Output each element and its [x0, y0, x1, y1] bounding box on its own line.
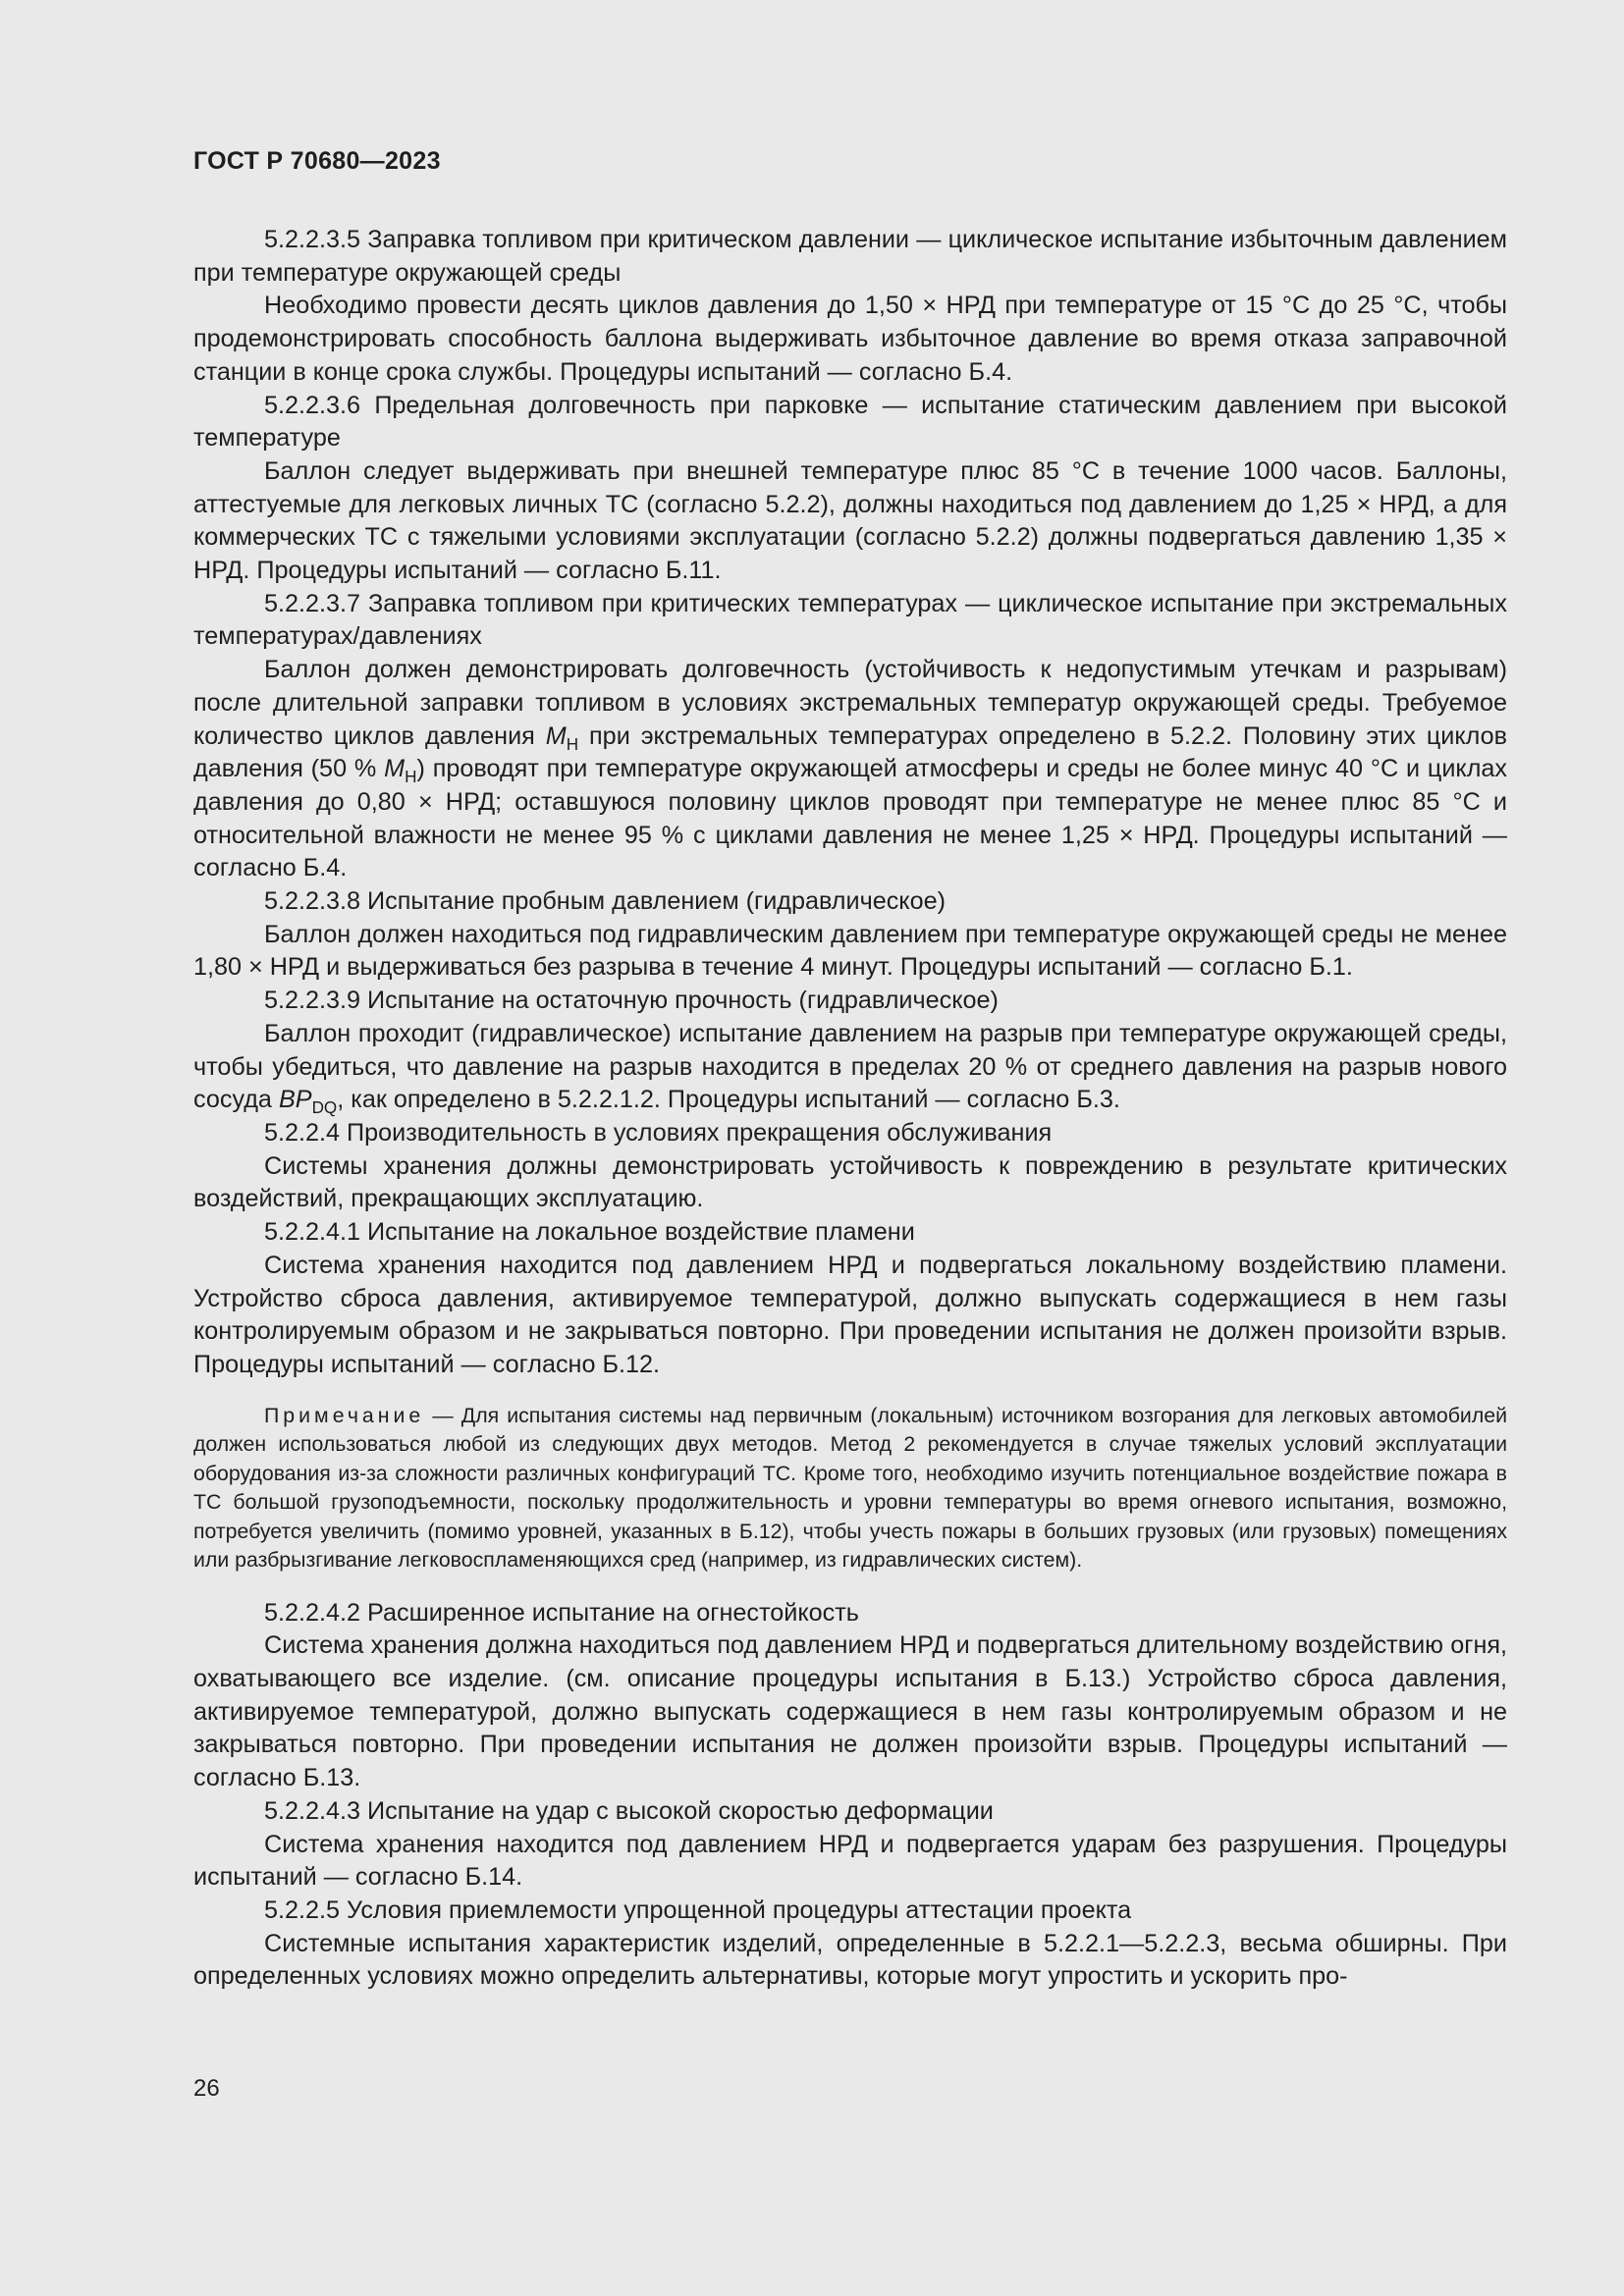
math-symbol: M — [545, 721, 567, 750]
text-run: Баллон должен демонстрировать долговечность (устойчивость к недопустимым утечкам и разрывам) после длительной заправки топливом в условиях экстремальных температур окружающей среды. Требуемое количество циклов давления — [193, 656, 1507, 750]
text-run: при экстремальных температурах определено в 5.2.2. Половину этих циклов давления (50 % — [193, 721, 1507, 783]
note-text: — Для испытания системы над первичным (локальным) источником возгорания для легковых автомобилей должен использоваться любой из следующих двух методов. Метод 2 рекомендуется в случае тяжелых условий эксплуатации оборудования из-за сложности различных конфигураций ТС. Кроме того, необходимо изучить потенциальное воздействие пожара в ТС большой грузоподъемности, поскольку продолжительность и уровни температуры во время огневого испытания, возможно, потребуется увеличить (помимо уровней, указанных в Б.12), чтобы учесть пожары в больших грузовых (или грузовых) помещениях или разбрызгивание легковоспламеняющихся сред (например, из гидравлических систем). — [193, 1403, 1507, 1573]
clause-text — [193, 1018, 1507, 1117]
note-label: Примечание — [264, 1403, 425, 1427]
clause-text: Системы хранения должны демонстрировать устойчивость к повреждению в результате критических воздействий, прекращающих эксплуатацию. — [193, 1151, 1507, 1213]
clause-heading: 5.2.2.3.8 Испытание пробным давлением (гидравлическое) — [264, 887, 946, 916]
math-symbol: BP — [278, 1086, 312, 1114]
math-symbol: M — [384, 755, 406, 783]
math-subscript: H — [405, 767, 417, 787]
clause-text: Система хранения находится под давлением НРД и подвергается ударам без разрушения. Процедуры испытаний — согласно Б.14. — [193, 1830, 1507, 1892]
clause-heading: 5.2.2.3.7 Заправка топливом при критических температурах — циклическое испытание при экстремальных температурах/давлениях — [193, 589, 1507, 651]
math-subscript: DQ — [311, 1097, 338, 1118]
document-header: ГОСТ Р 70680—2023 — [193, 147, 441, 175]
clause-heading: 5.2.2.5 Условия приемлемости упрощенной процедуры аттестации проекта — [264, 1896, 1132, 1924]
clause-heading: 5.2.2.4.3 Испытание на удар с высокой скоростью деформации — [264, 1796, 994, 1825]
clause-heading: 5.2.2.4 Производительность в условиях прекращения обслуживания — [264, 1118, 1053, 1147]
clause-text: Необходимо провести десять циклов давления до 1,50 × НРД при температуре от 15 °С до 25 °С, чтобы продемонстрировать способность баллона выдерживать избыточное давление во время отказа заправочной станции в конце срока службы. Процедуры испытаний — согласно Б.4. — [193, 292, 1507, 386]
clause-heading: 5.2.2.3.9 Испытание на остаточную прочность (гидравлическое) — [264, 987, 999, 1015]
clause-text: Система хранения находится под давлением НРД и подвергаться локальному воздействию пламени. Устройство сброса давления, активируемое температурой, должно выпускать содержащиеся в нем газы контролируемым образом и не закрываться повторно. При проведении испытания не должен произойти взрыв. Процедуры испытаний — согласно Б.12. — [193, 1251, 1507, 1378]
clause-text: Баллон следует выдерживать при внешней температуре плюс 85 °С в течение 1000 часов. Баллоны, аттестуемые для легковых личных ТС (согласно 5.2.2), должны находиться под давлением до 1,25 × НРД, а для коммерческих ТС с тяжелыми условиями эксплуатации (согласно 5.2.2) должны подвергаться давлению 1,35 × НРД. Процедуры испытаний — согласно Б.11. — [193, 456, 1507, 585]
clause-heading: 5.2.2.4.1 Испытание на локальное воздействие пламени — [264, 1218, 915, 1247]
page-number: 26 — [193, 2075, 220, 2102]
clause-text: Система хранения должна находиться под давлением НРД и подвергаться длительному воздействию огня, охватывающего все изделие. (см. описание процедуры испытания в Б.13.) Устройство сброса давления, активируемое температурой, должно выпускать содержащиеся в нем газы контролируемым образом и не закрываться повторно. При проведении испытания не должен произойти взрыв. Процедуры испытаний — согласно Б.13. — [193, 1631, 1507, 1792]
clause-text — [193, 654, 1507, 885]
math-subscript: H — [566, 733, 579, 754]
text-run: , как определено в 5.2.2.1.2. Процедуры испытаний — согласно Б.3. — [337, 1086, 1120, 1114]
note-block — [193, 1402, 1507, 1575]
clause-heading: 5.2.2.4.2 Расширенное испытание на огнестойкость — [264, 1598, 859, 1627]
clause-text: Баллон должен находиться под гидравлическим давлением при температуре окружающей среды не менее 1,80 × НРД и выдерживаться без разрыва в течение 4 минут. Процедуры испытаний — согласно Б.1. — [193, 920, 1507, 982]
clause-heading: 5.2.2.3.5 Заправка топливом при критическом давлении — циклическое испытание избыточным давлением при температуре окружающей среды — [193, 226, 1507, 287]
text-run: Баллон проходит (гидравлическое) испытание давлением на разрыв при температуре окружающей среды, чтобы убедиться, что давление на разрыв находится в пределах 20 % от среднего давления на разрыв нового сосуда — [193, 1019, 1507, 1114]
document-body — [193, 224, 1507, 1994]
clause-text: Системные испытания характеристик изделий, определенные в 5.2.2.1—5.2.2.3, весьма обширны. При определенных условиях можно определить альтернативы, которые могут упростить и ускорить про- — [193, 1929, 1507, 1991]
clause-heading: 5.2.2.3.6 Предельная долговечность при парковке — испытание статическим давлением при высокой температуре — [193, 391, 1507, 453]
text-run: ) проводят при температуре окружающей атмосферы и среды не более минус 40 °С и циклах давления до 0,80 × НРД; оставшуюся половину циклов проводят при температуре не менее плюс 85 °С и относительной влажности не менее 95 % с циклами давления не менее 1,25 × НРД. Процедуры испытаний — согласно Б.4. — [193, 755, 1508, 882]
